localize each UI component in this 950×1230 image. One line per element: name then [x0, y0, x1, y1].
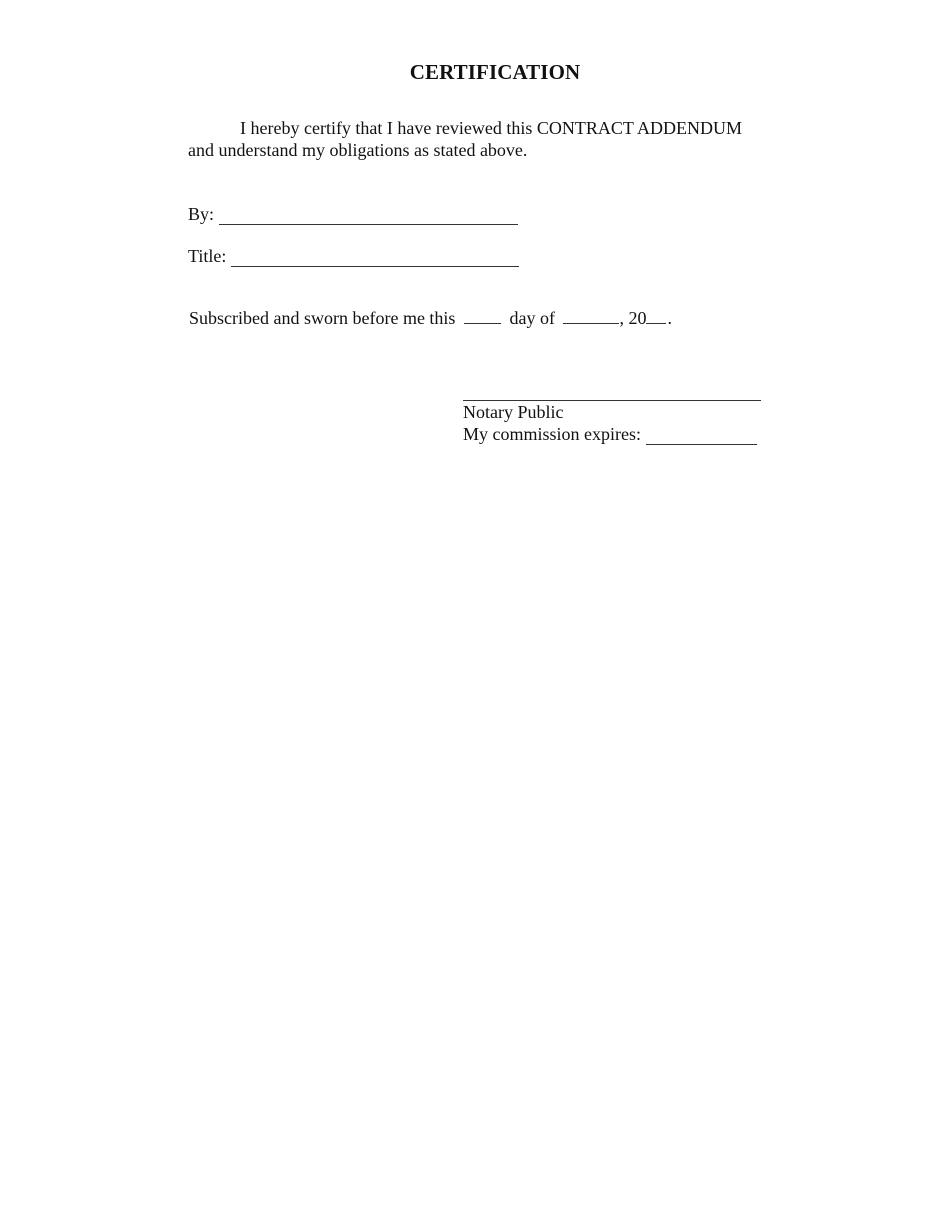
day-blank[interactable] — [464, 308, 501, 324]
sworn-middle: day of — [504, 308, 560, 328]
sworn-prefix: Subscribed and sworn before me this — [189, 308, 460, 328]
sworn-suffix: . — [667, 308, 672, 328]
title-blank[interactable] — [231, 249, 519, 267]
by-label: By: — [188, 204, 215, 224]
by-field — [188, 203, 518, 225]
commission-expires-blank[interactable] — [646, 427, 757, 445]
title-field — [188, 245, 519, 267]
year-blank[interactable] — [646, 308, 666, 324]
title-label: Title: — [188, 246, 227, 266]
notary-public-label: Notary Public — [463, 402, 564, 422]
month-blank[interactable] — [563, 308, 619, 324]
commission-expires-label: My commission expires: — [463, 424, 641, 444]
sworn-statement — [189, 307, 672, 329]
notary-signature-blank[interactable] — [463, 380, 761, 401]
by-signature-blank[interactable] — [219, 207, 518, 225]
notary-block — [463, 380, 761, 445]
certification-paragraph: I hereby certify that I have reviewed this CONTRACT ADDENDUM and understand my obligations as stated above. — [188, 118, 743, 160]
commission-expires-field — [463, 423, 761, 445]
document-title: CERTIFICATION — [409, 60, 581, 84]
year-prefix: , 20 — [619, 308, 647, 328]
